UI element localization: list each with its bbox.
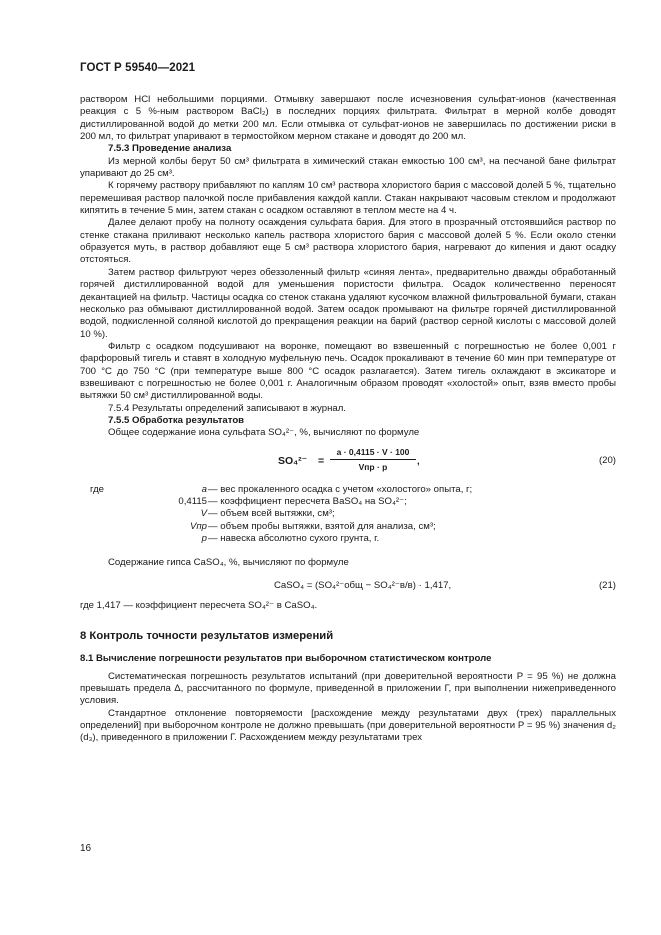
section-7-5-4: 7.5.4 Результаты определений записывают в журнал. <box>108 402 346 414</box>
definition-lead: где <box>90 483 105 495</box>
definition-row <box>80 533 616 545</box>
formula-20-comma: , <box>417 455 420 467</box>
definition-text: — навеска абсолютно сухого грунта, г. <box>208 533 380 544</box>
paragraph-sample: Из мерной колбы берут 50 см³ фильтрата в химический стакан емкостью 100 см³, на песчаной бане фильтрат упаривают до 25 см³. <box>80 155 616 180</box>
definition-text: — вес прокаленного осадка с учетом «холостого» опыта, г; <box>208 483 473 495</box>
definition-row <box>80 496 616 508</box>
formula-20-definitions <box>80 484 616 546</box>
paragraph-sulfate-intro: Общее содержание иона сульфата SO₄²⁻, %, вычисляют по формуле <box>108 427 420 439</box>
paragraph-coefficient-note: где 1,417 — коэффициент пересчета SO₄²⁻ в CaSO₄. <box>80 599 318 611</box>
paragraph-barium: К горячему раствору прибавляют по каплям 10 см³ раствора хлористого бария с массовой долей 5 %, тщательно перемешивая раствор палочкой после прибавления каждой капли. Стакан накрывают часовым стеклом и продолжают кипятить в течение 5 мин, затем стакан с осадком оставляют в теплом месте на 4 ч. <box>80 180 616 217</box>
definition-key: 0,4115 <box>178 495 207 507</box>
formula-20 <box>80 444 616 478</box>
definition-row <box>80 521 616 533</box>
definition-row <box>80 484 616 496</box>
definition-text: — коэффициент пересчета BaSO₄ на SO₄²⁻; <box>208 495 407 507</box>
paragraph-ignition: Фильтр с осадком подсушивают на воронке, помещают во взвешенный с погрешностью не более 0,001 г фарфоровый тигель и ставят в холодную муфельную печь. Осадок прокаливают в течение 60 мин при температуре от 700 °С до 750 °С (при температуре выше 800 °С осадок разлагается). Затем тигель охлаждают в эксикаторе и взвешивают с погрешностью не более 0,001 г. Аналогичным образом проводят «холостой» опыт, взяв вместо пробы вытяжки 50 см³ дистиллированной воды. <box>80 340 616 402</box>
formula-20-equals: = <box>318 454 325 467</box>
section-heading-8: 8 Контроль точности результатов измерений <box>80 630 334 643</box>
section-heading-7-5-3: 7.5.3 Проведение анализа <box>108 143 232 155</box>
formula-20-number: (20) <box>598 454 616 466</box>
formula-21-expression: CaSO₄ = (SO₄²⁻общ − SO₄²⁻в/в) · 1,417, <box>274 579 452 591</box>
page-number: 16 <box>80 843 92 854</box>
definition-key: a <box>201 483 207 495</box>
section-heading-8-1: 8.1 Вычисление погрешности результатов при выборочном статистическом контроле <box>80 653 492 665</box>
definition-text: — объем пробы вытяжки, взятой для анализа, см³; <box>208 520 436 532</box>
standard-header: ГОСТ Р 59540—2021 <box>80 62 196 74</box>
formula-21-number: (21) <box>598 579 616 591</box>
definition-key: p <box>201 533 207 544</box>
definition-row <box>80 508 616 520</box>
definition-text: — объем всей вытяжки, см³; <box>208 508 335 520</box>
paragraph-filtration: Затем раствор фильтруют через обеззоленный фильтр «синяя лента», предварительно дважды обработанный горячей дистиллированной водой для уменьшения пористости фильтра. Осадок количественно переносят декантацией на фильтр. Частицы осадка со стенок стакана удаляют кусочком влажной фильтровальной бумаги, стакан несколько раз обмывают дистиллированной водой. Затем осадок промывают на фильтре горячей дистиллированной водой, подкисленной соляной кислотой до прекращения реакции на барий (раствор серной кислоты с массовой долей 10 %). <box>80 266 616 340</box>
formula-20-lhs: SO₄²⁻ <box>278 454 308 467</box>
spacer <box>80 545 616 557</box>
paragraph-continuation: раствором HCl небольшими порциями. Отмывку завершают после исчезновения сульфат-ионов (качественная реакция с 5 %-ным раствором BaCl₂) в последних порциях фильтрата. Фильтрат в мерной колбе доводят дистиллированной водой до метки 200 мл. Если отмывка от сульфат-ионов не завершилась по достижении риски в 200 мл, то фильтрат упаривают в термостойком мерном стакане и доводят до 200 мл. <box>80 94 616 143</box>
formula-20-denominator: Vпр · p <box>358 461 388 472</box>
page-body <box>80 94 616 745</box>
definition-key: V <box>200 508 207 520</box>
paragraph-systematic-error: Систематическая погрешность результатов испытаний (при доверительной вероятности P = 95 %) не должна превышать предела Δ, рассчитанного по формуле, приведенной в приложении Г, при выполнении нижеприведенного условия. <box>80 670 616 707</box>
formula-20-numerator: a · 0,4115 · V · 100 <box>330 446 416 460</box>
paragraph-repeatability: Стандартное отклонение повторяемости [расхождение между результатами двух (трех) параллельных определений] при выборочном контроле не должно превышать (при доверительной вероятности P = 95 %) значения d₂ (d₃), приведенного в приложении Г. Расхождением между результатами трех <box>80 707 616 744</box>
formula-21 <box>80 578 616 594</box>
paragraph-completeness: Далее делают пробу на полноту осаждения сульфата бария. Для этого в прозрачный отстоявшийся раствор по стенке стакана приливают несколько капель раствора хлористого бария с массовой долей 5 %. Если около стенки образуется муть, в раствор добавляют еще 5 см³ раствора хлористого бария, нагревают до кипения и дают осадку отстояться. <box>80 217 616 266</box>
section-heading-7-5-5: 7.5.5 Обработка результатов <box>108 414 245 426</box>
formula-20-fraction <box>330 446 416 474</box>
paragraph-gypsum-intro: Содержание гипса CaSO₄, %, вычисляют по формуле <box>108 557 349 569</box>
definition-key: Vпр <box>189 520 207 532</box>
